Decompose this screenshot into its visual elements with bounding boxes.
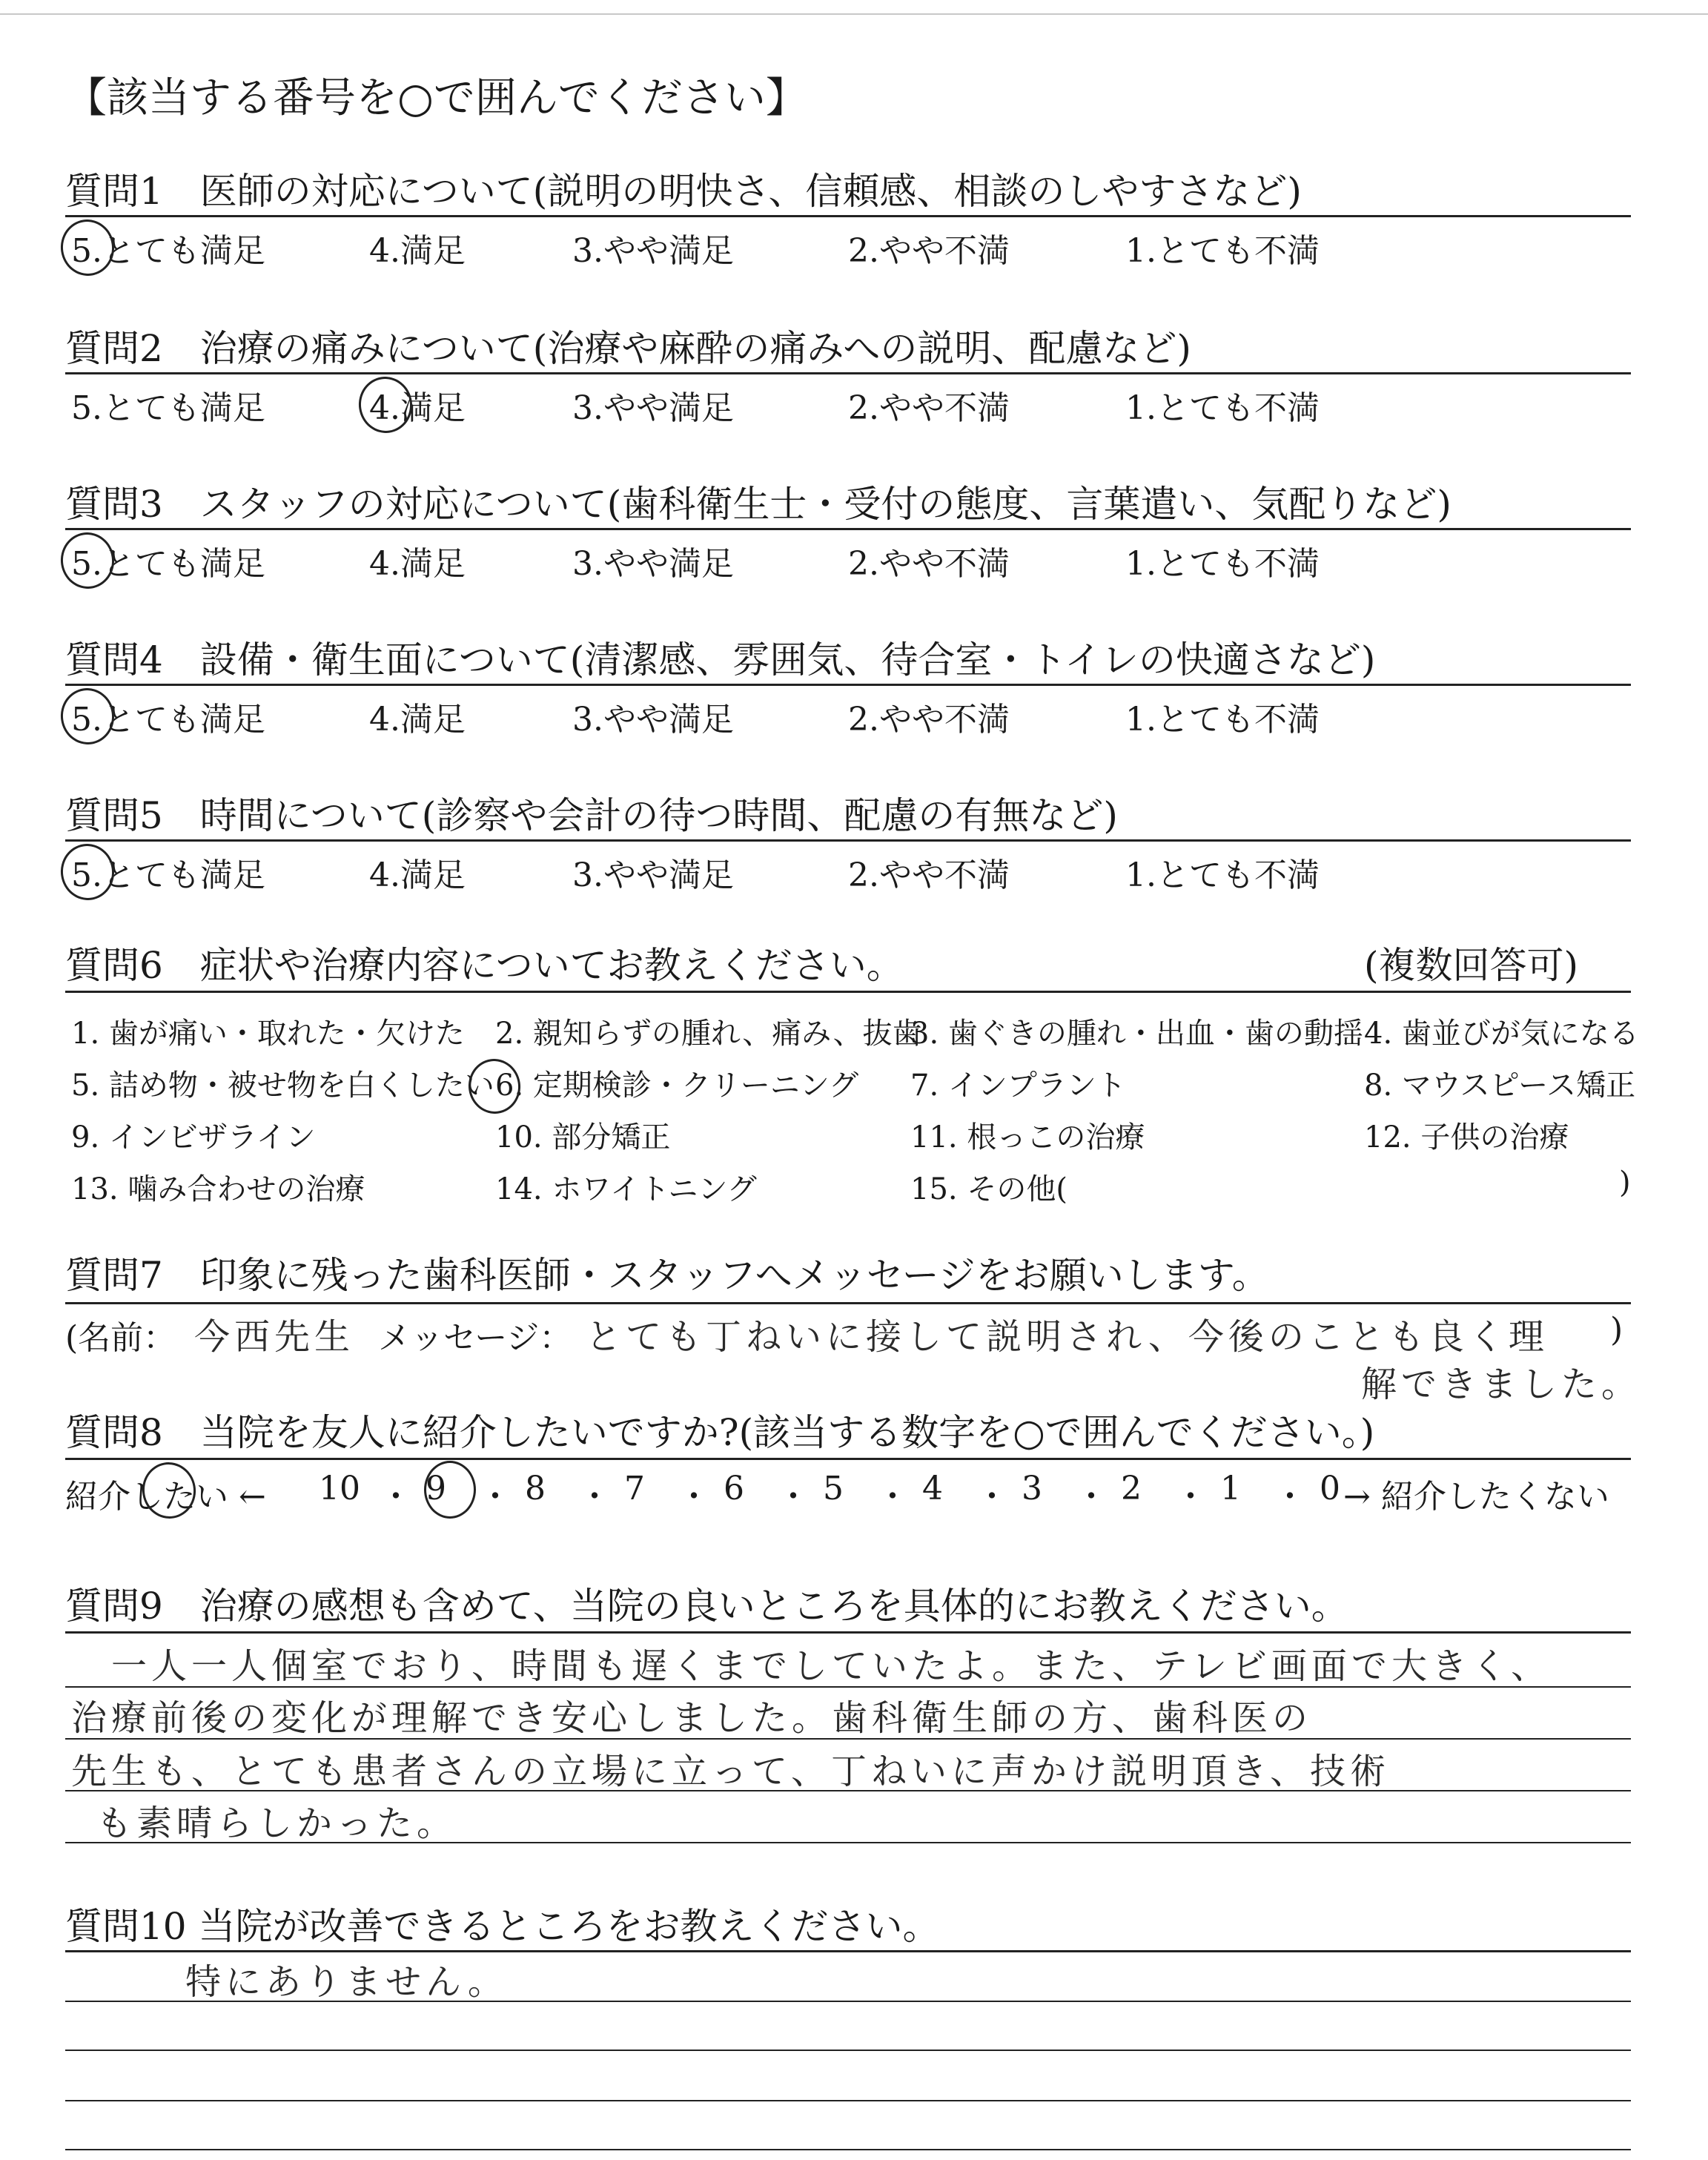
q6-option: 14. ホワイトニング [495,1172,757,1206]
q3-option: 1.とても不満 [1125,545,1320,583]
q6-option: 11. 根っこの治療 [910,1120,1145,1155]
q7-name-label: (名前： [65,1319,176,1357]
q9-answer-line: 先生も、とても患者さんの立場に立って、丁ねいに声かけ説明頂き、技術 [71,1751,1391,1792]
q8-right-label: → 紹介したくない [1343,1478,1609,1516]
q2-option: 3.やや満足 [572,389,734,427]
q8-title: 質問8 当院を友人に紹介したいですか?(該当する数字を○で囲んでください。) [65,1411,1375,1454]
q3-option: 2.やや不満 [848,545,1010,583]
q6-option: 6. 定期検診・クリーニング [495,1069,859,1103]
q8-scale-separator: ・ [1075,1478,1108,1516]
q9-answer-line: も素晴らしかった。 [96,1803,457,1844]
q10-answer: 特にありません。 [185,1961,508,2003]
q10-rule-4 [65,2100,1631,2101]
q10-rule-5 [65,2149,1631,2150]
q6-option: 9. インビザライン [71,1120,316,1155]
q8-scale-separator: ・ [479,1478,512,1516]
q3-option: 3.やや満足 [572,545,734,583]
q8-scale-separator: ・ [380,1478,412,1516]
q3-option: 5.とても満足 [71,545,265,583]
q2-rule [65,372,1631,374]
q5-option: 2.やや不満 [848,856,1010,894]
q3-rule [65,528,1631,530]
q4-option: 1.とても不満 [1125,701,1320,739]
q6-option: 8. マウスピース矯正 [1364,1069,1636,1103]
q4-option: 5.とても満足 [71,701,265,739]
q4-option: 3.やや満足 [572,701,734,739]
q4-rule [65,684,1631,686]
q7-name-value: 今西先生 [194,1316,355,1358]
q8-scale-value: 1 [1220,1470,1241,1507]
q6-title: 質問6 症状や治療内容についてお教えください。 [65,944,904,987]
q1-title: 質問1 医師の対応について(説明の明快さ、信頼感、相談のしやすさなど) [65,170,1302,213]
q8-scale-value: 3 [1022,1470,1042,1507]
q1-option: 5.とても満足 [71,232,265,270]
q5-option: 1.とても不満 [1125,856,1320,894]
q7-rule [65,1302,1631,1304]
q6-option: 2. 親知らずの腫れ、痛み、抜歯 [495,1017,922,1051]
q8-scale-value: 9 [426,1470,446,1507]
q1-option: 1.とても不満 [1125,232,1320,270]
q7-close-paren: ) [1610,1311,1623,1349]
q6-option: 5. 詰め物・被せ物を白くしたい [71,1069,494,1103]
scan-top-border [0,13,1708,15]
q8-rule [65,1458,1631,1460]
q8-scale-value: 2 [1121,1470,1142,1507]
q8-scale-value: 10 [319,1470,360,1507]
q7-message-line1: とても丁ねいに接して説明され、今後のことも良く理 [586,1316,1549,1358]
q8-scale-separator: ・ [876,1478,909,1516]
q2-title: 質問2 治療の痛みについて(治療や麻酔の痛みへの説明、配慮など) [65,327,1191,370]
q4-option: 4.満足 [369,701,466,739]
q8-scale-value: 7 [624,1470,645,1507]
q3-option: 4.満足 [369,545,466,583]
q5-rule [65,839,1631,842]
q6-option: 4. 歯並びが気になる [1364,1017,1639,1051]
q8-scale-value: 5 [823,1470,844,1507]
q9-title: 質問9 治療の感想も含めて、当院の良いところを具体的にお教えください。 [65,1585,1348,1628]
q7-title: 質問7 印象に残った歯科医師・スタッフへメッセージをお願いします。 [65,1254,1269,1297]
q1-option: 2.やや不満 [848,232,1010,270]
q7-message-line2: 解できました。 [1361,1364,1642,1405]
q8-scale-value: 4 [922,1470,943,1507]
q8-scale-separator: ・ [1174,1478,1207,1516]
q4-option: 2.やや不満 [848,701,1010,739]
q6-option: 10. 部分矯正 [495,1120,671,1155]
q10-rule-3 [65,2050,1631,2051]
q2-option: 4.満足 [369,389,466,427]
q5-option: 4.満足 [369,856,466,894]
q10-rule-1 [65,1950,1631,1952]
q7-message-label: メッセージ： [378,1319,572,1357]
q1-option: 4.満足 [369,232,466,270]
q8-scale-value: 8 [525,1470,546,1507]
q5-option: 5.とても満足 [71,856,265,894]
q2-option: 5.とても満足 [71,389,265,427]
q8-scale-separator: ・ [777,1478,810,1516]
q6-rule [65,991,1631,993]
q5-option: 3.やや満足 [572,856,734,894]
q6-option: 12. 子供の治療 [1364,1120,1569,1155]
q9-rule-1 [65,1631,1631,1634]
q4-title: 質問4 設備・衛生面について(清潔感、雰囲気、待合室・トイレの快適さなど) [65,638,1376,681]
q5-title: 質問5 時間について(診察や会計の待つ時間、配慮の有無など) [65,794,1118,837]
q8-scale-separator: ・ [678,1478,710,1516]
q2-option: 1.とても不満 [1125,389,1320,427]
q6-option: 15. その他( [910,1172,1068,1206]
q8-scale-value: 0 [1320,1470,1340,1507]
q8-scale-separator: ・ [1274,1478,1306,1516]
q6-option: 7. インプラント [910,1069,1126,1103]
q8-scale-separator: ・ [578,1478,611,1516]
page-header: 【該当する番号を○で囲んでください】 [65,74,807,122]
q3-title: 質問3 スタッフの対応について(歯科衛生士・受付の態度、言葉遣い、気配りなど) [65,483,1452,526]
q8-scale-value: 6 [724,1470,744,1507]
q1-rule [65,215,1631,217]
q10-title: 質問10 当院が改善できるところをお教えください。 [65,1905,940,1948]
q6-note: (複数回答可) [1364,944,1579,987]
q6-option: 3. 歯ぐきの腫れ・出血・歯の動揺 [910,1017,1363,1051]
q8-scale-separator: ・ [976,1478,1008,1516]
q6-option: ) [1619,1166,1631,1200]
q6-option: 1. 歯が痛い・取れた・欠けた [71,1017,465,1051]
q9-answer-line: 一人一人個室でおり、時間も遅くまでしていたよ。また、テレビ画面で大きく、 [111,1645,1552,1687]
q2-option: 2.やや不満 [848,389,1010,427]
q9-answer-line: 治療前後の変化が理解でき安心しました。歯科衛生師の方、歯科医の [71,1697,1313,1739]
q1-option: 3.やや満足 [572,232,734,270]
q6-option: 13. 噛み合わせの治療 [71,1172,365,1206]
q8-left-label: 紹介したい ← [65,1478,266,1516]
q8-answer-circle [424,1461,476,1519]
